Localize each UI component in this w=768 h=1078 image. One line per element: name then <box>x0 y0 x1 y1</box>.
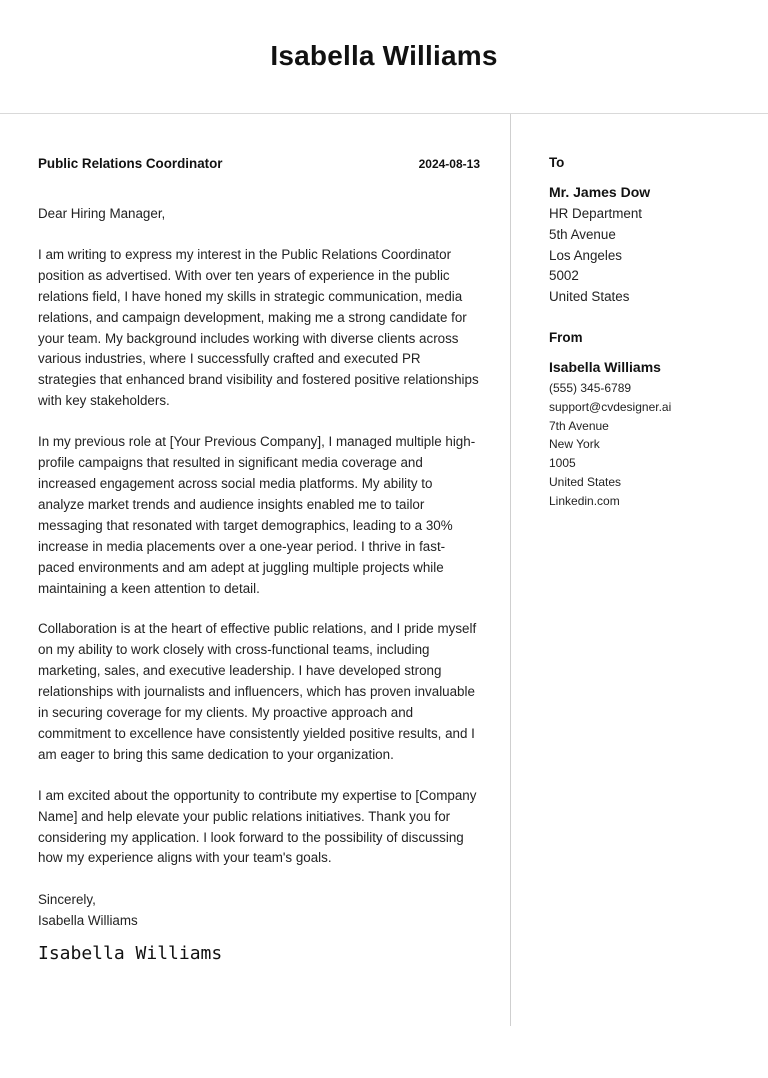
recipient-postal-code: 5002 <box>549 268 579 284</box>
recipient-city: Los Angeles <box>549 247 622 263</box>
recipient-name: Mr. James Dow <box>549 184 651 200</box>
closing: Sincerely, <box>38 892 96 908</box>
job-title: Public Relations Coordinator <box>38 156 223 171</box>
sender-country: United States <box>549 474 622 489</box>
paragraph-3: Collaboration is at the heart of effective public relations, and I pride myself on my ability to work closely with cross-functional teams, including marketing, sales, and executive leadership. I have developed strong relationships with journalists and influencers, which has proven invaluable in securing coverage for my clients. My proactive approach and commitment to excellence have consistently yielded positive results, and I am eager to bring this same dedication to your organization. <box>38 621 477 762</box>
page-header <box>0 0 768 114</box>
contact-sidebar <box>549 154 749 511</box>
sender-name: Isabella Williams <box>549 358 661 375</box>
sender-postal-code: 1005 <box>549 456 576 471</box>
recipient-street: 5th Avenue <box>549 226 616 242</box>
letter-date: 2024-08-13 <box>418 157 480 171</box>
recipient-department: HR Department <box>549 206 643 221</box>
from-heading: From <box>549 329 583 345</box>
paragraph-4: I am excited about the opportunity to contribute my expertise to [Company Name] and help elevate your public relations initiatives. Thank you for considering my application. I look forward to the possibility of discussing how my experience aligns with your team's goals. <box>38 787 477 866</box>
to-heading: To <box>549 155 565 170</box>
signature: Isabella Williams <box>38 943 223 965</box>
sender-website: Linkedin.com <box>549 493 620 508</box>
greeting: Dear Hiring Manager, <box>38 206 166 221</box>
letter-heading-row <box>38 154 480 174</box>
applicant-name-title: Isabella Williams <box>270 40 498 71</box>
sender-email: support@cvdesigner.ai <box>549 399 672 414</box>
closing-name: Isabella Williams <box>38 913 138 929</box>
sender-city: New York <box>549 437 600 452</box>
recipient-address <box>549 204 749 308</box>
sender-details <box>549 379 749 511</box>
column-divider <box>510 114 511 1026</box>
letter-body <box>38 154 480 966</box>
sender-phone: (555) 345-6789 <box>549 380 632 395</box>
paragraph-1: I am writing to express my interest in the Public Relations Coordinator position as advertised. With over ten years of experience in the public relations field, I have honed my skills in strategic communication, media relations, and campaign development, making me a strong candidate for your team. My background includes working with diverse clients across various industries, where I successfully crafted and executed PR strategies that enhanced brand visibility and fostered positive relationships with key stakeholders. <box>38 246 479 409</box>
recipient-country: United States <box>549 289 630 305</box>
sender-street: 7th Avenue <box>549 418 609 433</box>
paragraph-2: In my previous role at [Your Previous Company], I managed multiple high-profile campaigns that resulted in significant media coverage and increased engagement across social media platforms. My ability to analyze market trends and audience insights enabled me to tailor messaging that resonated with target demographics, leading to a 30% increase in media placements over a one-year period. I thrive in fast-paced environments and am adept at juggling multiple projects while maintaining a keen attention to detail. <box>38 434 476 596</box>
